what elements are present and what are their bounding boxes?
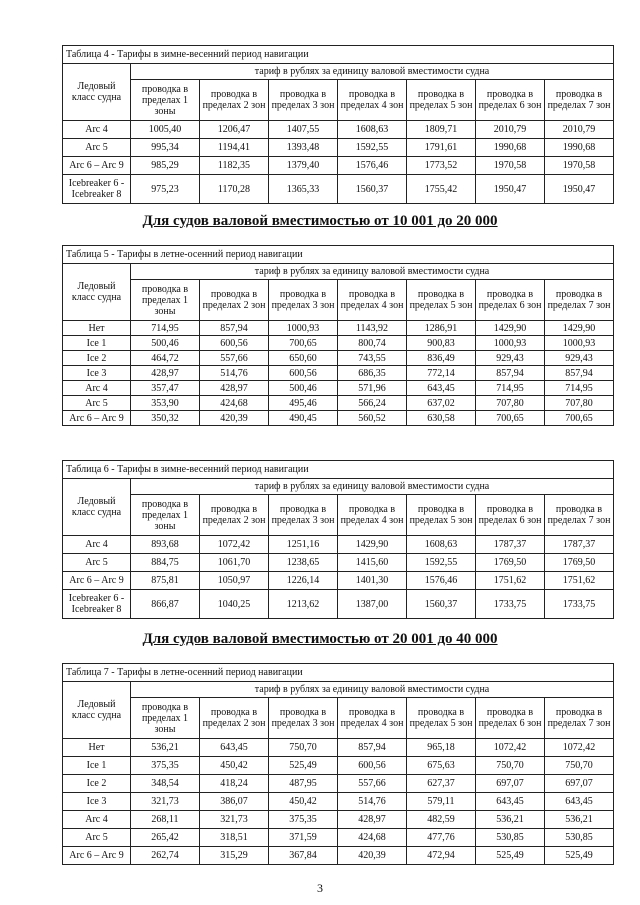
tariff-value: 1773,52	[407, 157, 476, 175]
tariff-value: 1213,62	[269, 590, 338, 619]
zone-header: проводка в пределах 2 зон	[200, 495, 269, 536]
zone-header: проводка в пределах 5 зон	[407, 698, 476, 739]
tariff-value: 1576,46	[407, 572, 476, 590]
tariff-value: 1182,35	[200, 157, 269, 175]
tariff-value: 1379,40	[269, 157, 338, 175]
tariff-value: 1170,28	[200, 175, 269, 204]
tariff-value: 1194,41	[200, 139, 269, 157]
tariff-value: 464,72	[131, 351, 200, 366]
ice-class-cell: Ice 3	[63, 793, 131, 811]
tariff-value: 1143,92	[338, 321, 407, 336]
tariff-value: 571,96	[338, 381, 407, 396]
tariff-value: 1415,60	[338, 554, 407, 572]
tariff-value: 428,97	[200, 381, 269, 396]
tariff-value: 1429,90	[476, 321, 545, 336]
header-row	[63, 479, 614, 495]
tariff-value: 600,56	[200, 336, 269, 351]
tariff-value: 428,97	[338, 811, 407, 829]
tariff-value: 2010,79	[476, 121, 545, 139]
tariff-value: 1608,63	[338, 121, 407, 139]
tariff-value: 700,65	[269, 336, 338, 351]
zone-header: проводка в пределах 4 зон	[338, 495, 407, 536]
tariff-value: 772,14	[407, 366, 476, 381]
tariff-value: 600,56	[269, 366, 338, 381]
table-row	[63, 572, 614, 590]
tariff-value: 1407,55	[269, 121, 338, 139]
tariff-value: 975,23	[131, 175, 200, 204]
tariff-value: 714,95	[545, 381, 614, 396]
tariff-value: 707,80	[476, 396, 545, 411]
tariff-value: 1990,68	[476, 139, 545, 157]
table-row	[63, 536, 614, 554]
tariff-value: 750,70	[269, 739, 338, 757]
tariff-header: тариф в рублях за единицу валовой вместимости судна	[131, 682, 614, 698]
tariff-value: 1393,48	[269, 139, 338, 157]
tariff-value: 514,76	[338, 793, 407, 811]
tariff-value: 536,21	[545, 811, 614, 829]
tariff-value: 348,54	[131, 775, 200, 793]
tariff-value: 1970,58	[545, 157, 614, 175]
table-row	[63, 139, 614, 157]
tariff-value: 1072,42	[545, 739, 614, 757]
tariff-value: 700,65	[545, 411, 614, 426]
table-row	[63, 121, 614, 139]
ice-class-cell: Arc 4	[63, 811, 131, 829]
ice-class-cell: Ice 3	[63, 366, 131, 381]
zone-header: проводка в пределах 5 зон	[407, 80, 476, 121]
class-header: Ледовый класс судна	[63, 682, 131, 739]
tariff-value: 1769,50	[476, 554, 545, 572]
ice-class-cell: Arc 5	[63, 139, 131, 157]
table-row	[63, 847, 614, 865]
tariff-value: 1751,62	[476, 572, 545, 590]
class-header: Ледовый класс судна	[63, 479, 131, 536]
tariff-value: 424,68	[200, 396, 269, 411]
zone-header: проводка в пределах 2 зон	[200, 80, 269, 121]
tariff-value: 371,59	[269, 829, 338, 847]
tariff-value: 1206,47	[200, 121, 269, 139]
tariff-value: 262,74	[131, 847, 200, 865]
tariff-value: 900,83	[407, 336, 476, 351]
table-title-row	[63, 461, 614, 479]
tariff-value: 1000,93	[545, 336, 614, 351]
table-title: Таблица 6 - Тарифы в зимне-весенний период навигации	[63, 461, 614, 479]
tariff-value: 1787,37	[545, 536, 614, 554]
table-row	[63, 811, 614, 829]
tariff-value: 643,45	[545, 793, 614, 811]
zone-header: проводка в пределах 5 зон	[407, 280, 476, 321]
tariff-value: 386,07	[200, 793, 269, 811]
tariff-value: 995,34	[131, 139, 200, 157]
zone-header: проводка в пределах 1 зоны	[131, 280, 200, 321]
tariff-value: 1592,55	[338, 139, 407, 157]
tariff-value: 1733,75	[476, 590, 545, 619]
table-row	[63, 775, 614, 793]
tariff-value: 420,39	[338, 847, 407, 865]
tariff-value: 2010,79	[545, 121, 614, 139]
ice-class-cell: Ice 1	[63, 336, 131, 351]
tariff-value: 697,07	[476, 775, 545, 793]
table-row	[63, 321, 614, 336]
tariff-value: 857,94	[338, 739, 407, 757]
tariff-value: 836,49	[407, 351, 476, 366]
tariff-value: 857,94	[545, 366, 614, 381]
section-heading: Для судов валовой вместимостью от 20 001 до 40 000	[142, 631, 498, 647]
ice-class-cell: Ice 2	[63, 775, 131, 793]
table-row	[63, 175, 614, 204]
table-row	[63, 590, 614, 619]
table-title: Таблица 5 - Тарифы в летне-осенний период навигации	[63, 246, 614, 264]
tariff-value: 700,65	[476, 411, 545, 426]
tariff-value: 1072,42	[200, 536, 269, 554]
tariff-value: 707,80	[545, 396, 614, 411]
tariff-table-6	[62, 460, 614, 619]
tariff-value: 600,56	[338, 757, 407, 775]
tariff-value: 1040,25	[200, 590, 269, 619]
tariff-value: 1061,70	[200, 554, 269, 572]
table-row	[63, 739, 614, 757]
zone-header: проводка в пределах 7 зон	[545, 80, 614, 121]
zone-header: проводка в пределах 3 зон	[269, 495, 338, 536]
ice-class-cell: Arc 4	[63, 381, 131, 396]
tariff-value: 857,94	[200, 321, 269, 336]
tariff-value: 1005,40	[131, 121, 200, 139]
zone-header-row	[63, 280, 614, 321]
tariff-value: 530,85	[545, 829, 614, 847]
table-title: Таблица 7 - Тарифы в летне-осенний период навигации	[63, 664, 614, 682]
tariff-value: 350,32	[131, 411, 200, 426]
tariff-value: 1733,75	[545, 590, 614, 619]
zone-header: проводка в пределах 3 зон	[269, 80, 338, 121]
tariff-value: 367,84	[269, 847, 338, 865]
tariff-value: 875,81	[131, 572, 200, 590]
tariff-value: 1050,97	[200, 572, 269, 590]
tariff-value: 630,58	[407, 411, 476, 426]
zone-header: проводка в пределах 4 зон	[338, 698, 407, 739]
tariff-table-4	[62, 45, 614, 204]
tariff-value: 1608,63	[407, 536, 476, 554]
table-row	[63, 336, 614, 351]
tariff-value: 697,07	[545, 775, 614, 793]
tariff-value: 560,52	[338, 411, 407, 426]
zone-header: проводка в пределах 4 зон	[338, 280, 407, 321]
ice-class-cell: Arc 5	[63, 554, 131, 572]
tariff-value: 579,11	[407, 793, 476, 811]
tariff-value: 514,76	[200, 366, 269, 381]
section-heading: Для судов валовой вместимостью от 10 001 до 20 000	[142, 213, 498, 229]
ice-class-cell: Нет	[63, 321, 131, 336]
tariff-value: 1401,30	[338, 572, 407, 590]
tariff-value: 450,42	[269, 793, 338, 811]
tariff-value: 1791,61	[407, 139, 476, 157]
ice-class-cell: Arc 6 – Arc 9	[63, 157, 131, 175]
tariff-value: 315,29	[200, 847, 269, 865]
tariff-table-7	[62, 663, 614, 865]
tariff-value: 418,24	[200, 775, 269, 793]
tariff-value: 420,39	[200, 411, 269, 426]
tariff-value: 487,95	[269, 775, 338, 793]
table-row	[63, 366, 614, 381]
zone-header: проводка в пределах 4 зон	[338, 80, 407, 121]
tariff-value: 643,45	[200, 739, 269, 757]
ice-class-cell: Ice 2	[63, 351, 131, 366]
tariff-value: 375,35	[269, 811, 338, 829]
tariff-value: 500,46	[269, 381, 338, 396]
tariff-value: 530,85	[476, 829, 545, 847]
zone-header: проводка в пределах 7 зон	[545, 698, 614, 739]
zone-header: проводка в пределах 1 зоны	[131, 495, 200, 536]
ice-class-cell: Arc 5	[63, 396, 131, 411]
ice-class-cell: Ice 1	[63, 757, 131, 775]
ice-class-cell: Arc 6 – Arc 9	[63, 572, 131, 590]
table-row	[63, 351, 614, 366]
tariff-value: 1560,37	[338, 175, 407, 204]
tariff-value: 490,45	[269, 411, 338, 426]
tariff-value: 1751,62	[545, 572, 614, 590]
tariff-value: 1990,68	[545, 139, 614, 157]
tariff-value: 1787,37	[476, 536, 545, 554]
tariff-value: 1365,33	[269, 175, 338, 204]
zone-header-row	[63, 80, 614, 121]
tariff-value: 321,73	[131, 793, 200, 811]
table-title-row	[63, 664, 614, 682]
tariff-value: 1950,47	[545, 175, 614, 204]
tariff-value: 750,70	[476, 757, 545, 775]
zone-header: проводка в пределах 6 зон	[476, 698, 545, 739]
tariff-value: 929,43	[476, 351, 545, 366]
tariff-value: 1755,42	[407, 175, 476, 204]
tariff-value: 985,29	[131, 157, 200, 175]
tariff-value: 1592,55	[407, 554, 476, 572]
zone-header: проводка в пределах 2 зон	[200, 698, 269, 739]
tariff-header: тариф в рублях за единицу валовой вместимости судна	[131, 479, 614, 495]
tariff-value: 743,55	[338, 351, 407, 366]
tariff-value: 318,51	[200, 829, 269, 847]
table-row	[63, 411, 614, 426]
zone-header-row	[63, 495, 614, 536]
tariff-value: 477,76	[407, 829, 476, 847]
table-row	[63, 381, 614, 396]
zone-header: проводка в пределах 6 зон	[476, 80, 545, 121]
ice-class-cell: Arc 4	[63, 121, 131, 139]
ice-class-cell: Arc 4	[63, 536, 131, 554]
tariff-value: 1072,42	[476, 739, 545, 757]
table-row	[63, 829, 614, 847]
tariff-value: 893,68	[131, 536, 200, 554]
table-row	[63, 793, 614, 811]
tariff-value: 321,73	[200, 811, 269, 829]
tariff-value: 424,68	[338, 829, 407, 847]
tariff-value: 1560,37	[407, 590, 476, 619]
ice-class-cell: Нет	[63, 739, 131, 757]
tariff-value: 472,94	[407, 847, 476, 865]
tariff-value: 929,43	[545, 351, 614, 366]
tariff-value: 1286,91	[407, 321, 476, 336]
tariff-value: 884,75	[131, 554, 200, 572]
tariff-value: 643,45	[407, 381, 476, 396]
class-header: Ледовый класс судна	[63, 64, 131, 121]
tariff-value: 675,63	[407, 757, 476, 775]
table-title-row	[63, 246, 614, 264]
zone-header: проводка в пределах 7 зон	[545, 280, 614, 321]
tariff-value: 857,94	[476, 366, 545, 381]
tariff-value: 482,59	[407, 811, 476, 829]
tariff-header: тариф в рублях за единицу валовой вместимости судна	[131, 264, 614, 280]
tariff-value: 714,95	[131, 321, 200, 336]
zone-header: проводка в пределах 6 зон	[476, 280, 545, 321]
tariff-value: 1429,90	[545, 321, 614, 336]
zone-header: проводка в пределах 3 зон	[269, 280, 338, 321]
tariff-value: 866,87	[131, 590, 200, 619]
tariff-value: 1769,50	[545, 554, 614, 572]
ice-class-cell: Arc 6 – Arc 9	[63, 847, 131, 865]
zone-header: проводка в пределах 5 зон	[407, 495, 476, 536]
tariff-value: 1238,65	[269, 554, 338, 572]
tariff-value: 525,49	[269, 757, 338, 775]
tariff-value: 495,46	[269, 396, 338, 411]
tariff-value: 650,60	[269, 351, 338, 366]
tariff-value: 450,42	[200, 757, 269, 775]
tariff-value: 357,47	[131, 381, 200, 396]
tariff-value: 353,90	[131, 396, 200, 411]
tariff-value: 1251,16	[269, 536, 338, 554]
ice-class-cell: Icebreaker 6 - Icebreaker 8	[63, 590, 131, 619]
tariff-value: 637,02	[407, 396, 476, 411]
zone-header: проводка в пределах 7 зон	[545, 495, 614, 536]
tariff-value: 428,97	[131, 366, 200, 381]
tariff-value: 750,70	[545, 757, 614, 775]
tariff-value: 375,35	[131, 757, 200, 775]
tariff-value: 1950,47	[476, 175, 545, 204]
tariff-value: 525,49	[476, 847, 545, 865]
tariff-value: 1000,93	[269, 321, 338, 336]
table-row	[63, 554, 614, 572]
ice-class-cell: Arc 6 – Arc 9	[63, 411, 131, 426]
ice-class-cell: Icebreaker 6 - Icebreaker 8	[63, 175, 131, 204]
tariff-value: 1970,58	[476, 157, 545, 175]
zone-header: проводка в пределах 1 зоны	[131, 80, 200, 121]
table-row	[63, 757, 614, 775]
table-title: Таблица 4 - Тарифы в зимне-весенний период навигации	[63, 46, 614, 64]
header-row	[63, 64, 614, 80]
tariff-value: 686,35	[338, 366, 407, 381]
tariff-value: 557,66	[200, 351, 269, 366]
page-number: 3	[317, 881, 323, 895]
tariff-value: 714,95	[476, 381, 545, 396]
tariff-value: 557,66	[338, 775, 407, 793]
tariff-value: 800,74	[338, 336, 407, 351]
table-title-row	[63, 46, 614, 64]
tariff-value: 536,21	[476, 811, 545, 829]
table-row	[63, 396, 614, 411]
zone-header: проводка в пределах 3 зон	[269, 698, 338, 739]
tariff-table-5	[62, 245, 614, 426]
tariff-value: 627,37	[407, 775, 476, 793]
zone-header-row	[63, 698, 614, 739]
zone-header: проводка в пределах 6 зон	[476, 495, 545, 536]
tariff-value: 1429,90	[338, 536, 407, 554]
tariff-value: 566,24	[338, 396, 407, 411]
tariff-value: 536,21	[131, 739, 200, 757]
tariff-value: 525,49	[545, 847, 614, 865]
table-row	[63, 157, 614, 175]
zone-header: проводка в пределах 2 зон	[200, 280, 269, 321]
tariff-value: 1809,71	[407, 121, 476, 139]
header-row	[63, 264, 614, 280]
tariff-value: 1387,00	[338, 590, 407, 619]
tariff-value: 643,45	[476, 793, 545, 811]
ice-class-cell: Arc 5	[63, 829, 131, 847]
tariff-value: 265,42	[131, 829, 200, 847]
tariff-value: 965,18	[407, 739, 476, 757]
tariff-value: 500,46	[131, 336, 200, 351]
header-row	[63, 682, 614, 698]
zone-header: проводка в пределах 1 зоны	[131, 698, 200, 739]
tariff-value: 1226,14	[269, 572, 338, 590]
tariff-value: 1000,93	[476, 336, 545, 351]
tariff-value: 1576,46	[338, 157, 407, 175]
class-header: Ледовый класс судна	[63, 264, 131, 321]
tariff-value: 268,11	[131, 811, 200, 829]
tariff-header: тариф в рублях за единицу валовой вместимости судна	[131, 64, 614, 80]
